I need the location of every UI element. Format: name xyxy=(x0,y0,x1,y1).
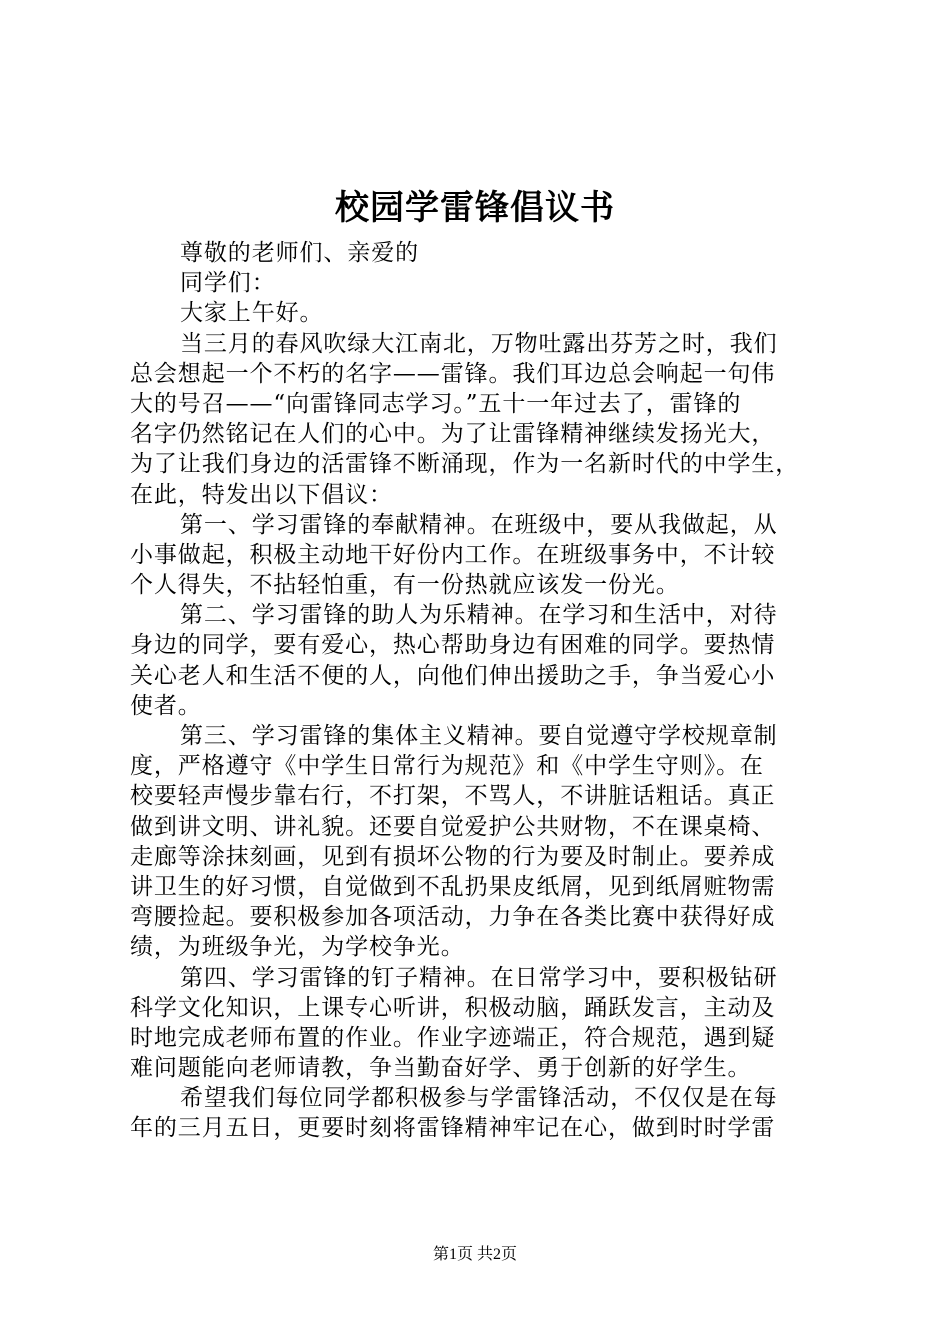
body-line: 尊敬的老师们、亲爱的 xyxy=(180,240,419,266)
body-line: 名字仍然铭记在人们的心中。为了让雷锋精神继续发扬光大， xyxy=(130,421,776,448)
body-line: 当三月的春风吹绿大江南北，万物吐露出芬芳之时，我们 xyxy=(180,330,778,357)
body-line: 总会想起一个不朽的名字——雷锋。我们耳边总会响起一句伟 xyxy=(130,360,776,387)
body-line: 使者。 xyxy=(130,692,202,719)
body-line: 大的号召——“向雷锋同志学习。”五十一年过去了，雷锋的 xyxy=(130,390,742,417)
body-line: 走廊等涂抹刻画，见到有损坏公物的行为要及时制止。要养成 xyxy=(130,843,776,870)
page-footer: 第1页 共2页 xyxy=(432,1246,517,1263)
body-line: 弯腰捡起。要积极参加各项活动，力争在各类比赛中获得好成 xyxy=(130,904,776,931)
body-line: 个人得失，不拈轻怕重，有一份热就应该发一份光。 xyxy=(130,572,680,599)
body-line: 在此，特发出以下倡议： xyxy=(130,481,393,508)
body-line: 讲卫生的好习惯，自觉做到不乱扔果皮纸屑，见到纸屑赃物需 xyxy=(130,873,776,900)
body-line: 同学们： xyxy=(180,270,276,297)
body-line: 度，严格遵守《中学生日常行为规范》和《中学生守则》。在 xyxy=(130,753,764,780)
body-line: 做到讲文明、讲礼貌。还要自觉爱护公共财物，不在课桌椅、 xyxy=(130,813,776,840)
body-line: 第三、学习雷锋的集体主义精神。要自觉遵守学校规章制 xyxy=(180,723,778,749)
body-line: 身边的同学，要有爱心，热心帮助身边有困难的同学。要热情 xyxy=(130,632,776,659)
body-line: 年的三月五日，更要时刻将雷锋精神牢记在心，做到时时学雷 xyxy=(130,1115,776,1142)
body-line: 时地完成老师布置的作业。作业字迹端正，符合规范，遇到疑 xyxy=(130,1024,776,1051)
body-line: 校要轻声慢步靠右行，不打架，不骂人，不讲脏话粗话。真正 xyxy=(130,783,776,810)
body-line: 绩，为班级争光，为学校争光。 xyxy=(130,934,465,961)
body-line: 第四、学习雷锋的钉子精神。在日常学习中，要积极钻研 xyxy=(180,964,778,991)
body-line: 难问题能向老师请教，争当勤奋好学、勇于创新的好学生。 xyxy=(130,1055,752,1082)
body-line: 科学文化知识，上课专心听讲，积极动脑，踊跃发言，主动及 xyxy=(130,994,776,1021)
body-line: 关心老人和生活不便的人，向他们伸出援助之手，争当爱心小 xyxy=(130,662,776,689)
document-body xyxy=(130,238,830,1144)
body-line: 希望我们每位同学都积极参与学雷锋活动，不仅仅是在每 xyxy=(180,1085,778,1112)
body-line: 为了让我们身边的活雷锋不断涌现，作为一名新时代的中学生， xyxy=(130,451,800,478)
body-line: 小事做起，积极主动地干好份内工作。在班级事务中，不计较 xyxy=(130,541,776,568)
body-line: 第一、学习雷锋的奉献精神。在班级中，要从我做起，从 xyxy=(180,511,778,538)
body-line: 大家上午好。 xyxy=(180,300,324,327)
document-title: 校园学雷锋倡议书 xyxy=(335,188,615,228)
body-line: 第二、学习雷锋的助人为乐精神。在学习和生活中，对待 xyxy=(180,602,778,629)
